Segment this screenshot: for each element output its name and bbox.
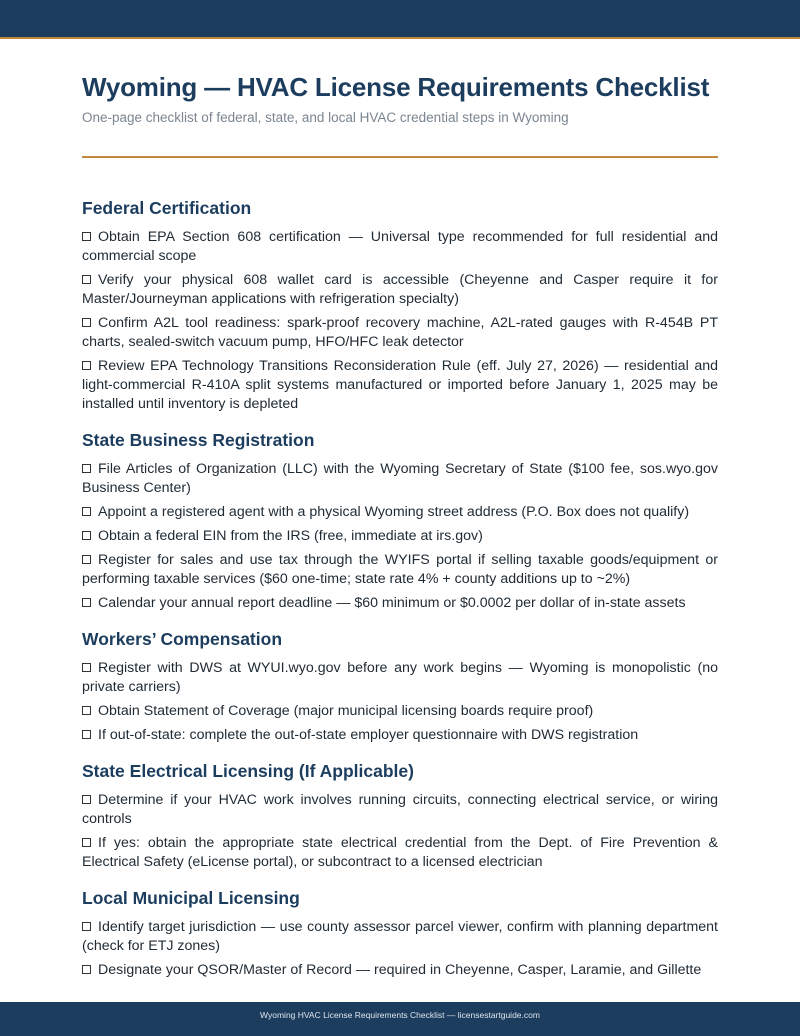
- section-heading: Federal Certification: [82, 198, 252, 218]
- checklist-section: [82, 428, 718, 613]
- checklist-item: [82, 228, 718, 266]
- checkbox-icon[interactable]: [82, 555, 91, 564]
- checkbox-icon[interactable]: [82, 464, 91, 473]
- footer-banner: [0, 1002, 800, 1036]
- checkbox-icon[interactable]: [82, 706, 91, 715]
- checklist-section: [82, 759, 718, 872]
- checkbox-icon[interactable]: [82, 922, 91, 931]
- title-divider: [82, 156, 718, 158]
- checkbox-icon[interactable]: [82, 318, 91, 327]
- checklist-item: [82, 918, 718, 956]
- checklist-item-text: File Articles of Organization (LLC) with the Wyoming Secretary of State ($100 fee, sos.wyo.gov Business Center): [82, 461, 718, 496]
- checklist-section: [82, 886, 718, 980]
- checkbox-icon[interactable]: [82, 965, 91, 974]
- checklist-item: [82, 551, 718, 589]
- checklist-section: [82, 627, 718, 745]
- checkbox-icon[interactable]: [82, 598, 91, 607]
- top-banner: [0, 0, 800, 39]
- checkbox-icon[interactable]: [82, 361, 91, 370]
- section-heading: State Business Registration: [82, 430, 315, 450]
- section-heading: State Electrical Licensing (If Applicable): [82, 761, 414, 781]
- checkbox-icon[interactable]: [82, 795, 91, 804]
- checklist-item-text: Register for sales and use tax through the WYIFS portal if selling taxable goods/equipment or performing taxable services ($60 one-time; state rate 4% + county additions up to ~2%): [82, 552, 718, 587]
- checklist-item: [82, 527, 718, 546]
- checklist-item-text: Obtain EPA Section 608 certification — Universal type recommended for full residential and commercial scope: [82, 229, 718, 264]
- checkbox-icon[interactable]: [82, 275, 91, 284]
- checklist-item-text: Calendar your annual report deadline — $60 minimum or $0.0002 per dollar of in-state assets: [98, 595, 686, 611]
- checklist-item-text: Review EPA Technology Transitions Reconsideration Rule (eff. July 27, 2026) — residential and light-commercial R-410A split systems manufactured or imported before January 1, 2025 may be installed until inventory is depleted: [82, 358, 718, 412]
- checklist-item-text: Confirm A2L tool readiness: spark-proof recovery machine, A2L-rated gauges with R-454B PT charts, sealed-switch vacuum pump, HFO/HFC leak detector: [82, 315, 718, 350]
- checkbox-icon[interactable]: [82, 531, 91, 540]
- checklist-item: [82, 726, 718, 745]
- section-heading: Local Municipal Licensing: [82, 888, 300, 908]
- checklist-item-text: Designate your QSOR/Master of Record — required in Cheyenne, Casper, Laramie, and Gillette: [98, 962, 702, 978]
- section-heading: Workers’ Compensation: [82, 629, 283, 649]
- checklist-item-text: Verify your physical 608 wallet card is accessible (Cheyenne and Casper require it for Master/Journeyman applications with refrigeration specialty): [82, 272, 718, 307]
- checkbox-icon[interactable]: [82, 232, 91, 241]
- checklist-item: [82, 659, 718, 697]
- checklist-item-text: Determine if your HVAC work involves running circuits, connecting electrical service, or wiring controls: [82, 792, 718, 827]
- checklist-sections: [82, 196, 718, 980]
- checklist-item: [82, 503, 718, 522]
- checklist-item-text: If yes: obtain the appropriate state electrical credential from the Dept. of Fire Prevention & Electrical Safety (eLicense portal), or subcontract to a licensed electrician: [82, 835, 718, 870]
- checklist-item-text: Obtain Statement of Coverage (major municipal licensing boards require proof): [98, 703, 594, 719]
- page-title: Wyoming — HVAC License Requirements Checklist: [82, 72, 710, 102]
- checklist-item: [82, 961, 718, 980]
- checklist-item-text: If out-of-state: complete the out-of-state employer questionnaire with DWS registration: [98, 727, 639, 743]
- page-subtitle: One-page checklist of federal, state, and local HVAC credential steps in Wyoming: [82, 110, 569, 125]
- checklist-item-text: Appoint a registered agent with a physical Wyoming street address (P.O. Box does not qualify): [98, 504, 690, 520]
- footer-text: Wyoming HVAC License Requirements Checklist — licensestartguide.com: [260, 1010, 540, 1020]
- checklist-item-text: Register with DWS at WYUI.wyo.gov before any work begins — Wyoming is monopolistic (no private carriers): [82, 660, 718, 695]
- checklist-item: [82, 791, 718, 829]
- checklist-item: [82, 460, 718, 498]
- checklist-item: [82, 834, 718, 872]
- checklist-item-text: Obtain a federal EIN from the IRS (free, immediate at irs.gov): [98, 528, 483, 544]
- checklist-item-text: Identify target jurisdiction — use county assessor parcel viewer, confirm with planning department (check for ETJ zones): [82, 919, 718, 954]
- checklist-item: [82, 702, 718, 721]
- checklist-item: [82, 271, 718, 309]
- checklist-section: [82, 196, 718, 414]
- checklist-item: [82, 314, 718, 352]
- checkbox-icon[interactable]: [82, 663, 91, 672]
- checkbox-icon[interactable]: [82, 507, 91, 516]
- checkbox-icon[interactable]: [82, 838, 91, 847]
- checklist-item: [82, 594, 718, 613]
- checkbox-icon[interactable]: [82, 730, 91, 739]
- document-body: [82, 68, 718, 985]
- checklist-item: [82, 357, 718, 414]
